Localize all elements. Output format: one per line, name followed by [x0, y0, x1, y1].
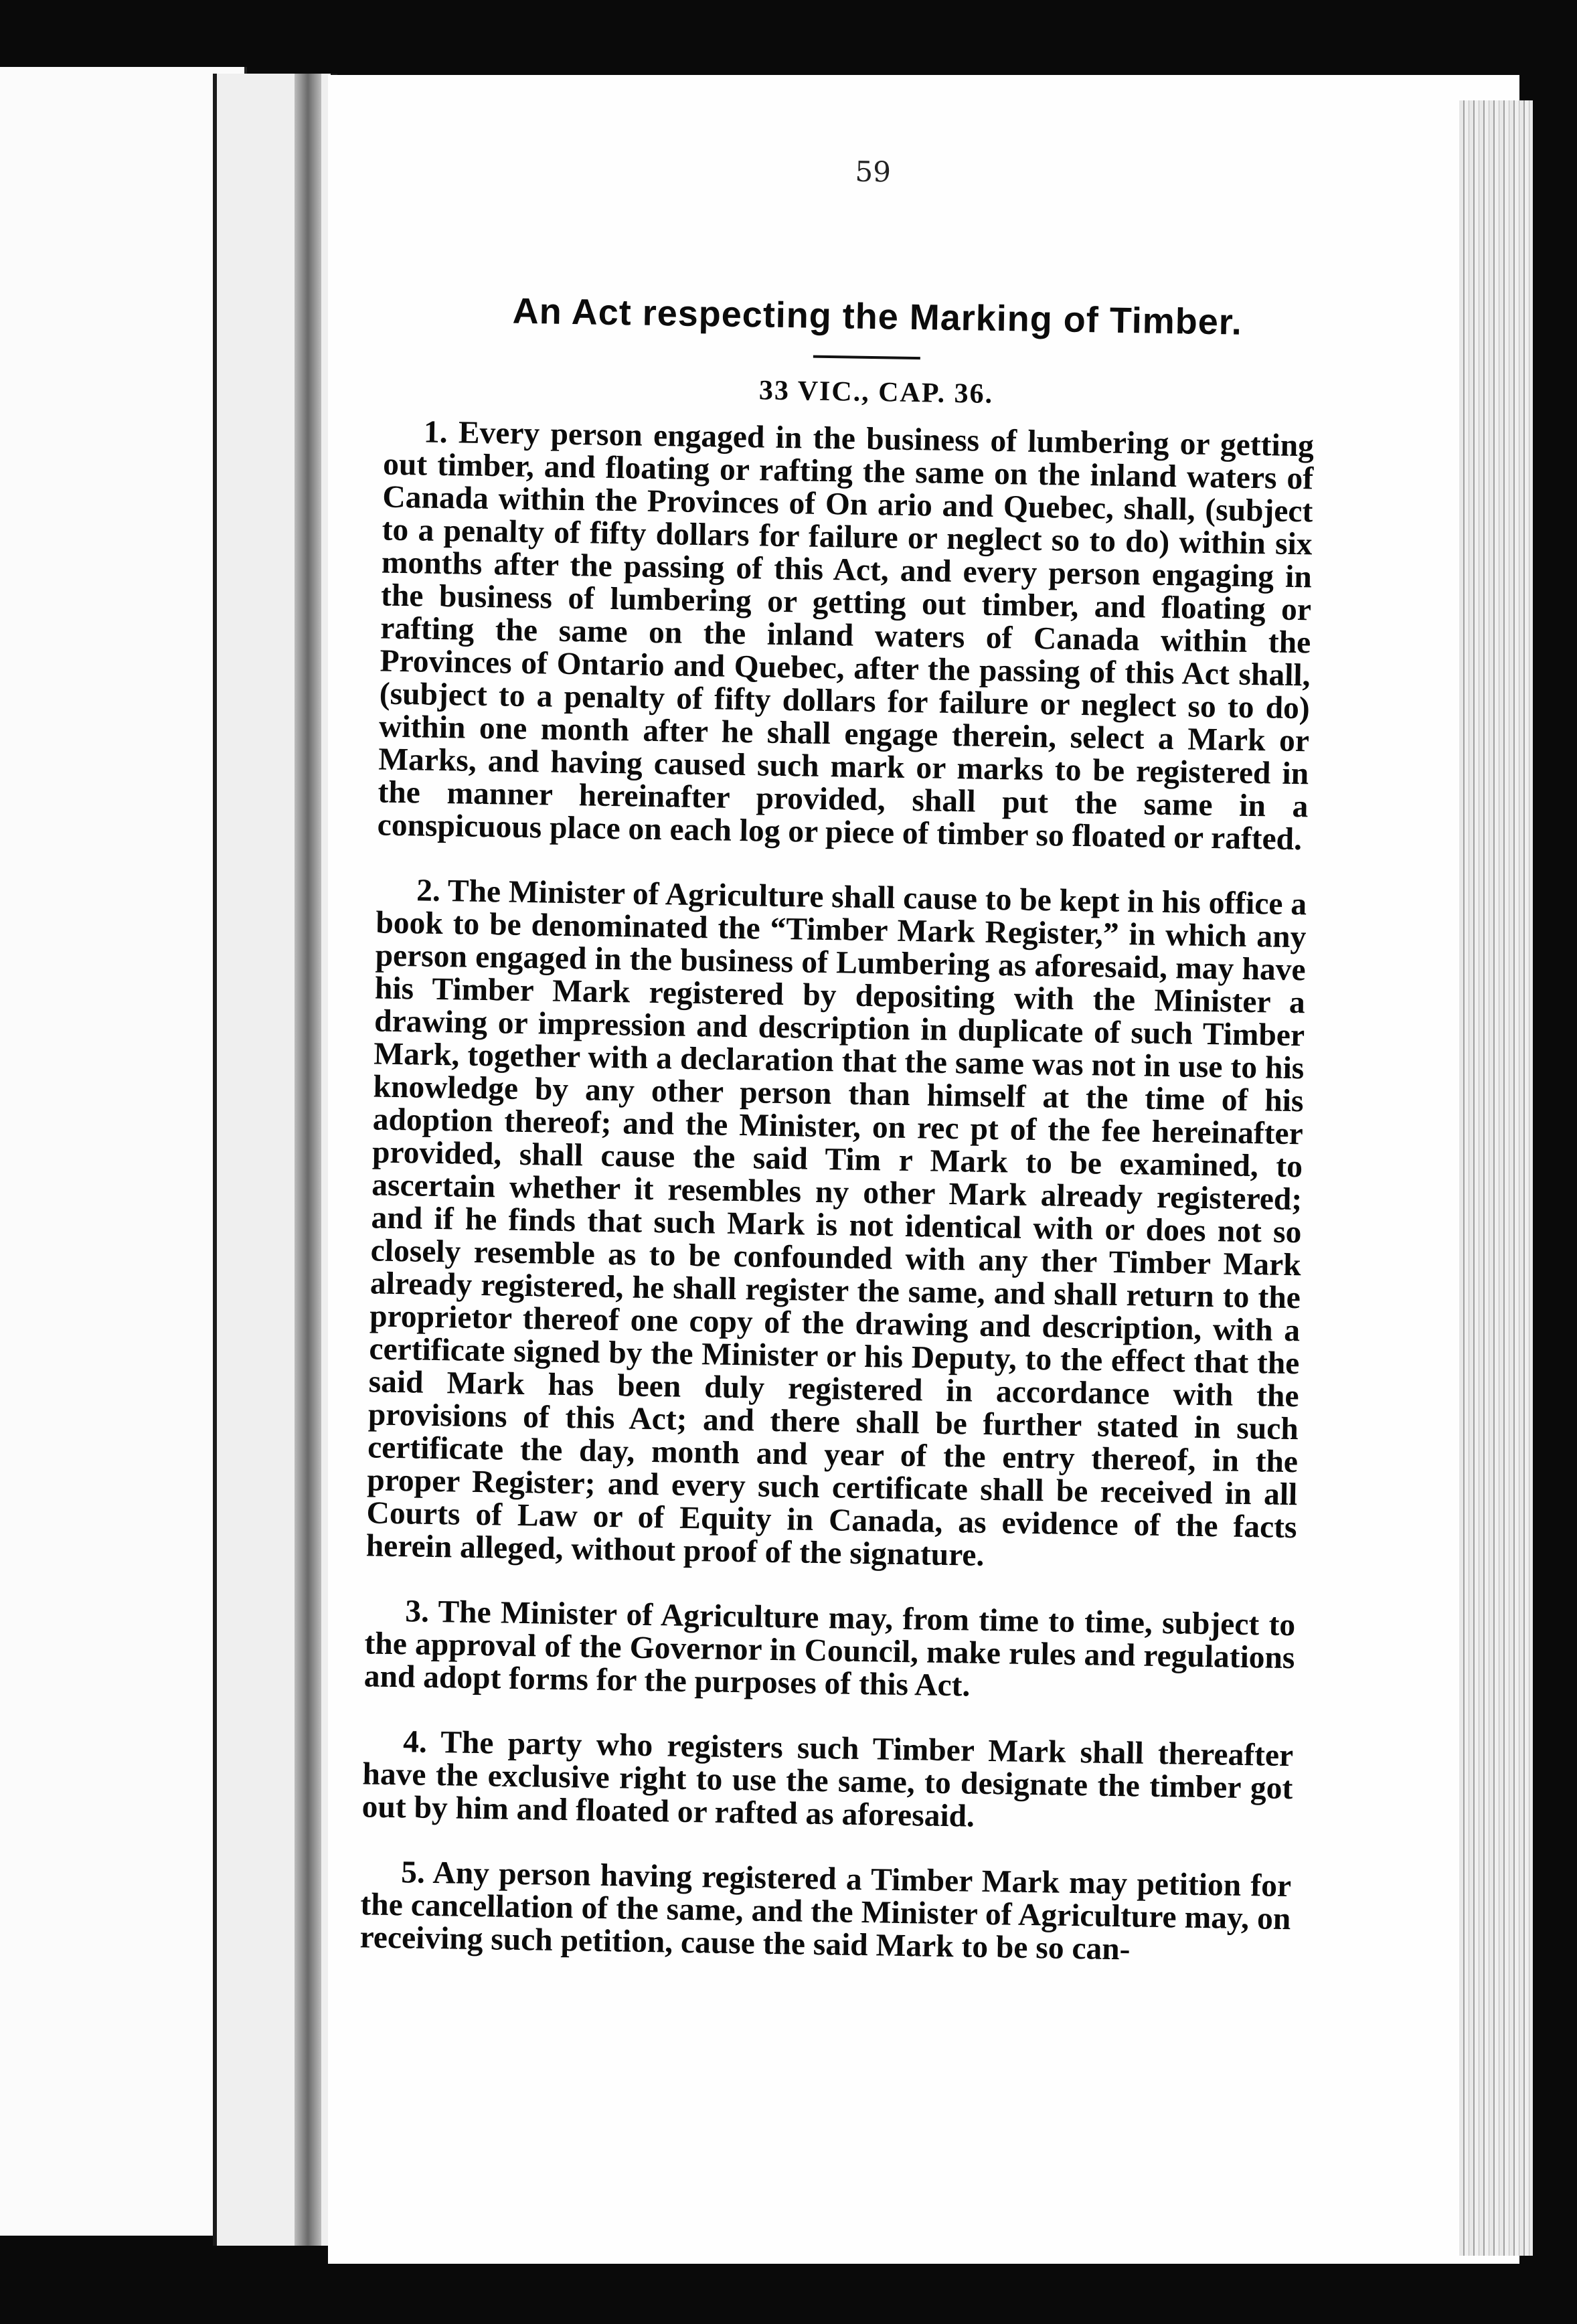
page-edges [1459, 100, 1533, 2256]
page-number: 59 [855, 155, 892, 189]
left-page [0, 67, 247, 2236]
section-1: 1. Every person engaged in the business of lumbering or getting out timber, and floating or rafting the same on the inland waters of Canada within the Provinces of On ario and Quebec, shall, (subject to a penalty of fifty dollars for failure or neglect so to do) within six months after the passing of this Act, and every person engaging in the business of lumbering or getting out timber, and floating or rafting the same on the inland waters of Canada within the Provinces of Ontario and Quebec, after the passing of this Act shall, (subject to a penalty of fifty dollars for failure or neglect so to do) within one month after he shall engage therein, select a Mark or Marks, and having caused such mark or marks to be registered in the manner hereinafter provided, shall put the same in a conspicuous place on each log or piece of timber so floated or rafted. [377, 414, 1315, 857]
statute-reference: 33 VIC., CAP. 36. [758, 375, 994, 410]
gutter-shadow [295, 74, 321, 2246]
section-5: 5. Any person having registered a Timber Mark may petition for the cancellation of the same, and the Minister of Agriculture may, on receiving such petition, cause the said Mark to be so can- [359, 1855, 1292, 1967]
section-3: 3. The Minister of Agriculture may, from time to time, subject to the approval of the Governor in Council, make rules and regulations and adopt forms for the purposes of this Act. [363, 1594, 1296, 1704]
section-2: 2. The Minister of Agriculture shall cause to be kept in his office a book to be denominated the “Timber Mark Register,” in which any person engaged in the business of Lumbering as aforesaid, may have his Timber Mark registered by depositing with the Minister a drawing or impression and description in duplicate of such Timber Mark, together with a declaration that the same was not in use to his knowledge by any other person than himself at the time of his adoption thereof; and the Minister, on rec pt of the fee hereinafter provided, shall cause the said Tim r Mark to be examined, to ascertain whether it resembles ny other Mark already registered; and if he finds that such Mark is not identical with or does not so closely resemble as to be confounded with any ther Timber Mark already registered, he shall register the same, and shall return to the proprietor thereof one copy of the drawing and description, with a certificate signed by the Minister or his Deputy, to the effect that the said Mark has been duly registered in accordance with the provisions of this Act; and there shall be further stated in such certificate the day, month and year of the entry thereof, in the proper Register; and every such certificate shall be received in all Courts of Law or of Equity in Canada, as evidence of the facts herein alleged, without proof of the signature. [365, 873, 1307, 1573]
act-title: An Act respecting the Marking of Timber. [512, 290, 1243, 343]
page-text [333, 134, 1319, 1969]
title-rule [813, 355, 920, 360]
section-4: 4. The party who registers such Timber Mark shall thereafter have the exclusive right to use the same, to designate the timber got out by him and floated or rafted as aforesaid. [361, 1724, 1294, 1834]
